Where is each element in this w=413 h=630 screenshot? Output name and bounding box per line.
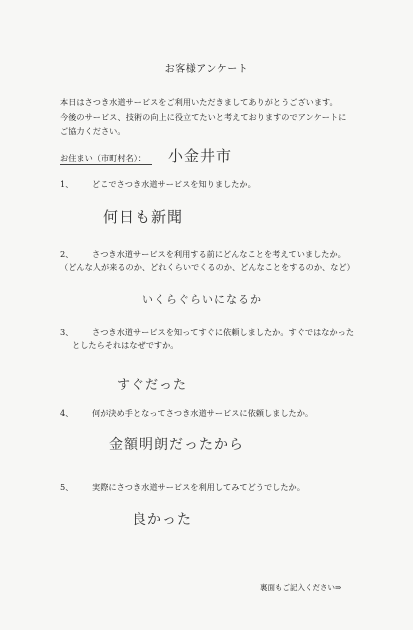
question-number: 4、: [60, 408, 74, 418]
question-number: 3、: [60, 327, 74, 337]
question-text: どこでさつき水道サービスを知りましたか。: [92, 179, 256, 189]
page-title: お客様アンケート: [164, 64, 249, 75]
intro-paragraph: [60, 95, 390, 139]
intro-line: 今後のサービス、技術の向上に役立てたいと考えておりますのでアンケートに: [60, 111, 347, 122]
answer-3: すぐだった: [117, 378, 188, 393]
question-number: 5、: [60, 482, 74, 492]
question-text: 実際にさつき水道サービスを利用してみてどうでしたか。: [92, 482, 305, 492]
address-underline: [60, 164, 152, 165]
answer-4: 金額明朗だったから: [109, 437, 244, 453]
answer-2: いくらぐらいになるか: [142, 293, 262, 306]
question-number: 2、: [60, 249, 74, 259]
address-answer: 小金井市: [168, 147, 233, 165]
question-5: [60, 481, 380, 495]
address-field: [60, 148, 360, 166]
question-1: [60, 178, 380, 192]
question-text: 何が決め手となってさつき水道サービスに依頼しましたか。: [92, 408, 314, 418]
question-subtext: （どんな人が来るのか、どれくらいでくるのか、どんなことをするのか、など）: [60, 262, 355, 272]
question-subtext: としたらそれはなぜですか。: [72, 340, 179, 350]
footer-note: 裏面もご記入ください⇒: [260, 583, 342, 592]
question-text: さつき水道サービスを利用する前にどんなことを考えていましたか。: [92, 249, 346, 259]
question-number: 1、: [60, 179, 74, 189]
question-4: [60, 407, 380, 421]
intro-line: 本日はさつき水道サービスをご利用いただきましてありがとうございます。: [60, 97, 338, 107]
question-3: [60, 326, 390, 354]
address-label: お住まい（市町村名）：: [60, 153, 146, 163]
question-2: [60, 248, 390, 276]
intro-line: ご協力ください。: [60, 126, 126, 136]
question-text: さつき水道サービスを知ってすぐに依頼しましたか。すぐではなかった: [92, 327, 355, 337]
answer-1: 何日も新聞: [103, 208, 184, 226]
answer-5: 良かった: [132, 512, 192, 528]
